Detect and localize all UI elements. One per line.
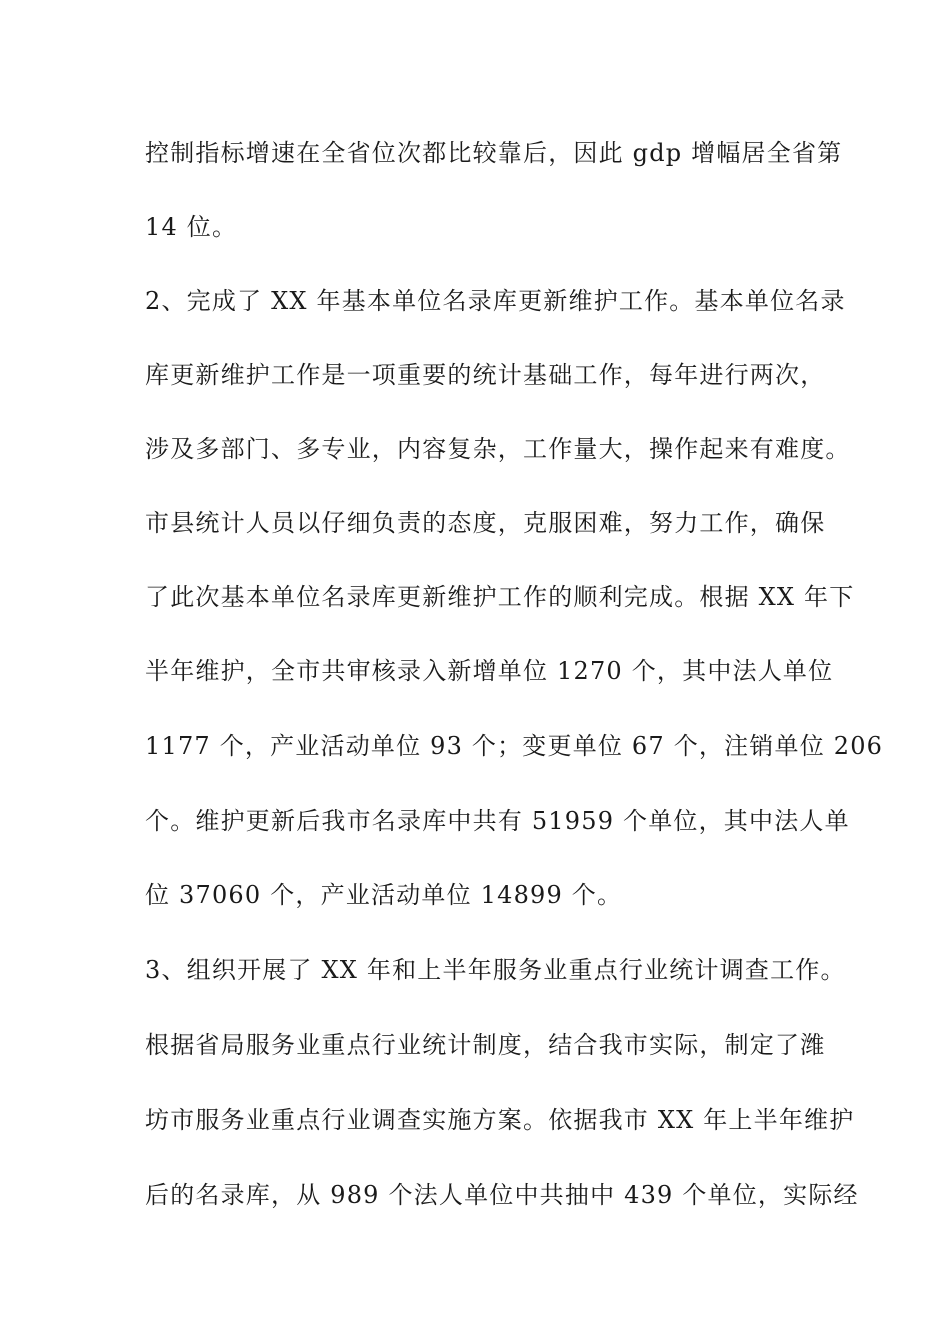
- text-line: 后的名录库，从 989 个法人单位中共抽中 439 个单位，实际经: [145, 1181, 859, 1209]
- text-line: 2、完成了 XX 年基本单位名录库更新维护工作。基本单位名录: [145, 287, 846, 315]
- text-line: 位 37060 个，产业活动单位 14899 个。: [145, 881, 623, 909]
- text-line: 库更新维护工作是一项重要的统计基础工作，每年进行两次，: [145, 361, 826, 389]
- text-line: 涉及多部门、多专业，内容复杂，工作量大，操作起来有难度。: [145, 435, 851, 463]
- text-line: 14 位。: [145, 213, 238, 241]
- text-line: 半年维护，全市共审核录入新增单位 1270 个，其中法人单位: [145, 657, 834, 685]
- text-line: 控制指标增速在全省位次都比较靠后，因此 gdp 增幅居全省第: [145, 139, 843, 167]
- text-line: 个。维护更新后我市名录库中共有 51959 个单位，其中法人单: [145, 807, 850, 835]
- text-line: 1177 个，产业活动单位 93 个；变更单位 67 个，注销单位 206: [145, 732, 884, 760]
- text-line: 坊市服务业重点行业调查实施方案。依据我市 XX 年上半年维护: [145, 1106, 855, 1134]
- text-line: 3、组织开展了 XX 年和上半年服务业重点行业统计调查工作。: [145, 956, 846, 984]
- text-line: 根据省局服务业重点行业统计制度，结合我市实际，制定了潍: [145, 1031, 826, 1059]
- text-line: 了此次基本单位名录库更新维护工作的顺利完成。根据 XX 年下: [145, 583, 855, 611]
- text-line: 市县统计人员以仔细负责的态度，克服困难，努力工作，确保: [145, 509, 826, 537]
